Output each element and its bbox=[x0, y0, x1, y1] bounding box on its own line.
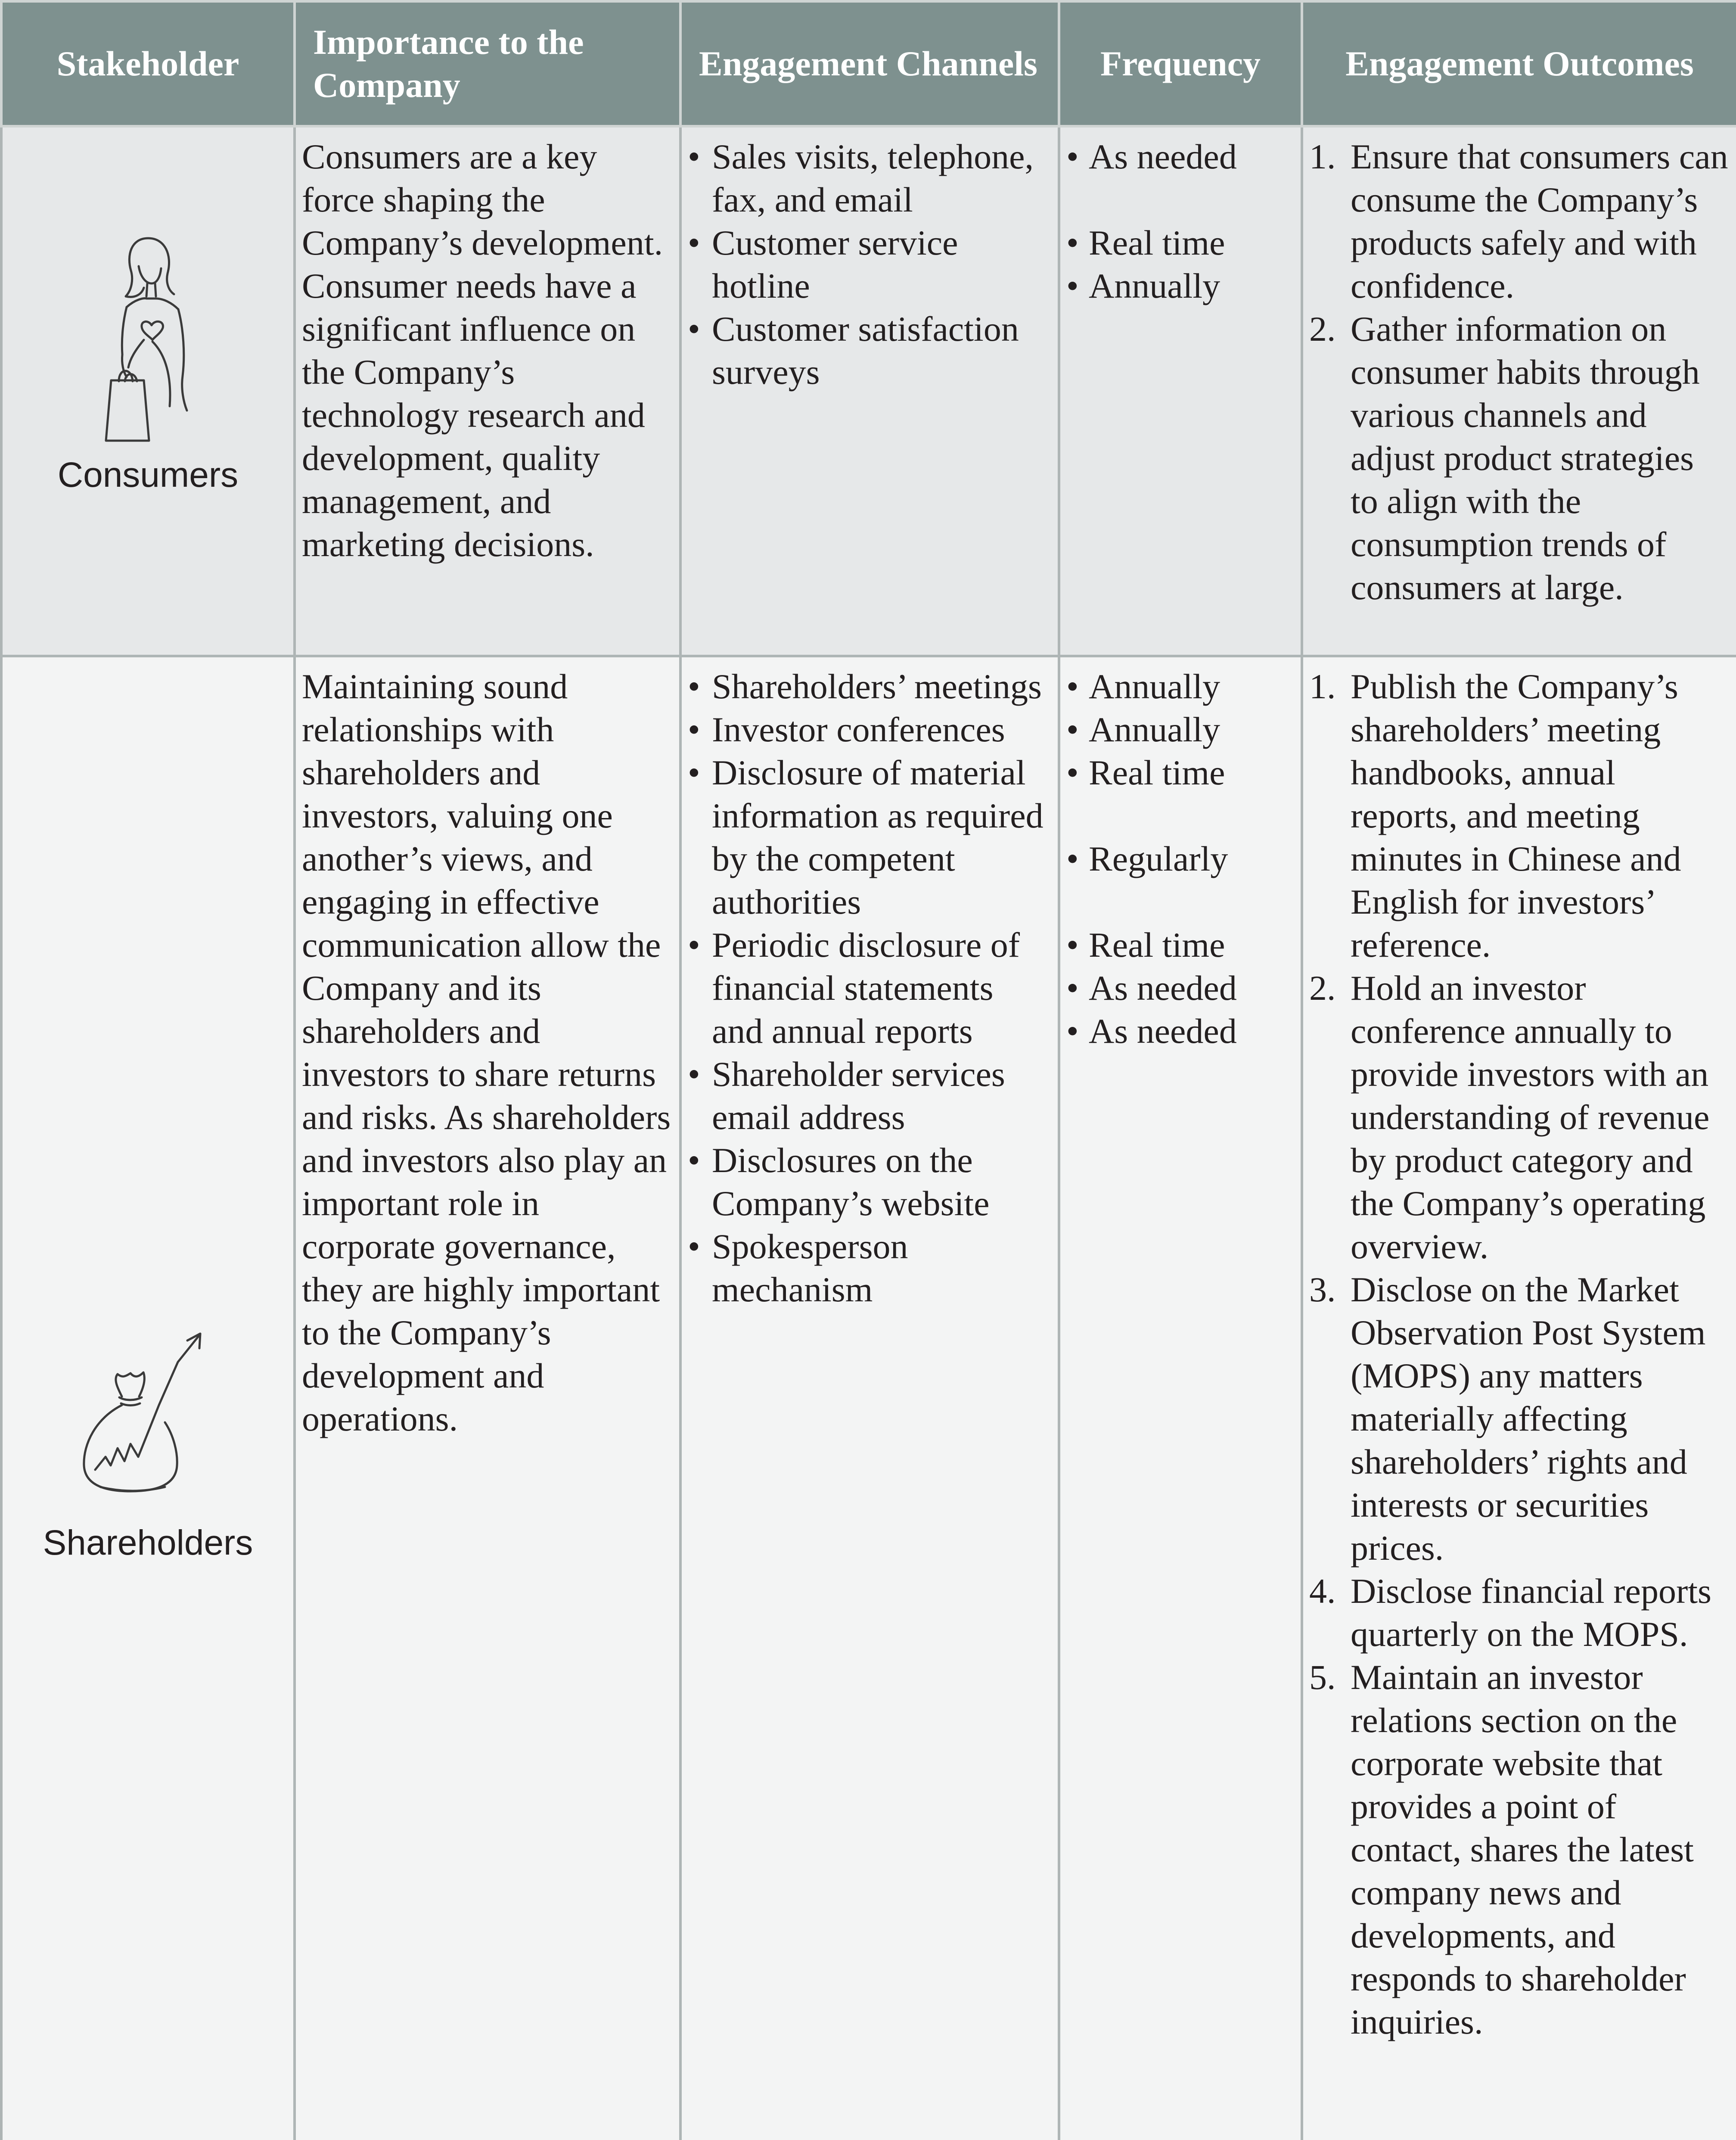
list-item: 1. Publish the Company’s shareholders’ meeting handbooks, annual reports, and meeting minutes in Chinese and English for investors’ reference. bbox=[1309, 667, 1681, 964]
frequency-cell bbox=[1059, 656, 1302, 2140]
woman-with-shopping-bag-icon bbox=[84, 225, 213, 449]
stakeholder-cell bbox=[1, 656, 295, 2140]
list-item: 2. Gather information on consumer habits through various channels and adjust product strategies to align with the consumption trends of consumers at large. bbox=[1309, 309, 1700, 607]
header-stakeholder: Stakeholder bbox=[1, 1, 295, 126]
list-item: 4. Disclose financial reports quarterly on the MOPS. bbox=[1309, 1571, 1711, 1654]
table-row bbox=[1, 656, 1736, 2140]
list-spacer bbox=[1066, 880, 1295, 924]
list-item: 3. Disclose on the Market Observation Post System (MOPS) any matters materially affecting shareholders’ rights and interests or securities prices. bbox=[1309, 1270, 1706, 1568]
list-item: 5. Maintain an investor relations section on the corporate website that provides a point of contact, shares the latest company news and developments, and responds to shareholder inquiries. bbox=[1309, 1658, 1694, 2041]
list-item: • Customer service hotline bbox=[688, 223, 958, 305]
list-item: 2. Hold an investor conference annually to provide investors with an understanding of revenue by product category and the Company’s operating overview. bbox=[1309, 968, 1710, 1266]
list-spacer bbox=[1066, 178, 1295, 221]
importance-cell bbox=[295, 126, 680, 656]
list-item: • Annually bbox=[1066, 266, 1220, 305]
header-importance: Importance to the Company bbox=[295, 1, 680, 126]
list-item: • Annually bbox=[1066, 667, 1220, 706]
list-item: • Real time bbox=[1066, 753, 1225, 792]
list-item: • As needed bbox=[1066, 137, 1237, 176]
list-item: • Shareholders’ meetings bbox=[688, 667, 1042, 706]
list-item: • Shareholder services email address bbox=[688, 1054, 1005, 1137]
header-engagement-outcomes: Engagement Outcomes bbox=[1302, 1, 1736, 126]
header-frequency: Frequency bbox=[1059, 1, 1302, 126]
frequency-cell bbox=[1059, 126, 1302, 656]
importance-text: Maintaining sound relationships with shareholders and investors, valuing one another’s views, and engaging in effective communication allow the Company and its shareholders and investors to share returns and risks. As shareholders and investors also play an important role in corporate governance, they are highly important to the Company’s development and operations. bbox=[302, 667, 671, 1438]
list-spacer bbox=[1066, 794, 1295, 837]
engagement-outcomes-list bbox=[1309, 135, 1730, 609]
list-item: • Disclosure of material information as required by the competent authorities bbox=[688, 753, 1043, 921]
list-item: • Investor conferences bbox=[688, 710, 1005, 749]
list-item: • Periodic disclosure of financial statements and annual reports bbox=[688, 925, 1020, 1051]
importance-text: Consumers are a key force shaping the Company’s development. Consumer needs have a significant influence on the Company’s technology research and development, quality management, and marketing decisions. bbox=[302, 137, 663, 564]
engagement-channels-list bbox=[688, 665, 1052, 1311]
table-header-row bbox=[1, 1, 1736, 126]
list-item: • Customer satisfaction surveys bbox=[688, 309, 1019, 392]
list-item: • Disclosures on the Company’s website bbox=[688, 1141, 990, 1223]
frequency-list bbox=[1066, 665, 1295, 1053]
table-row bbox=[1, 126, 1736, 656]
list-item: • As needed bbox=[1066, 968, 1237, 1008]
list-item: • Real time bbox=[1066, 223, 1225, 262]
header-engagement-channels: Engagement Channels bbox=[680, 1, 1059, 126]
frequency-list bbox=[1066, 135, 1295, 308]
engagement-outcomes-cell bbox=[1302, 126, 1736, 656]
list-item: • Sales visits, telephone, fax, and email bbox=[688, 137, 1034, 219]
money-bag-growth-icon bbox=[75, 1328, 221, 1517]
list-item: • Regularly bbox=[1066, 839, 1228, 878]
list-item: • Real time bbox=[1066, 925, 1225, 964]
engagement-channels-list bbox=[688, 135, 1052, 394]
stakeholder-label: Shareholders bbox=[43, 1523, 253, 1562]
engagement-channels-cell bbox=[680, 126, 1059, 656]
engagement-outcomes-cell bbox=[1302, 656, 1736, 2140]
importance-cell bbox=[295, 656, 680, 2140]
list-item: • Spokesperson mechanism bbox=[688, 1227, 908, 1309]
engagement-outcomes-list bbox=[1309, 665, 1730, 2044]
list-item: 1. Ensure that consumers can consume the Company’s products safely and with confidence. bbox=[1309, 137, 1728, 305]
list-item: • As needed bbox=[1066, 1011, 1237, 1051]
engagement-channels-cell bbox=[680, 656, 1059, 2140]
stakeholder-label: Consumers bbox=[57, 455, 239, 495]
list-item: • Annually bbox=[1066, 710, 1220, 749]
stakeholder-cell bbox=[1, 126, 295, 656]
